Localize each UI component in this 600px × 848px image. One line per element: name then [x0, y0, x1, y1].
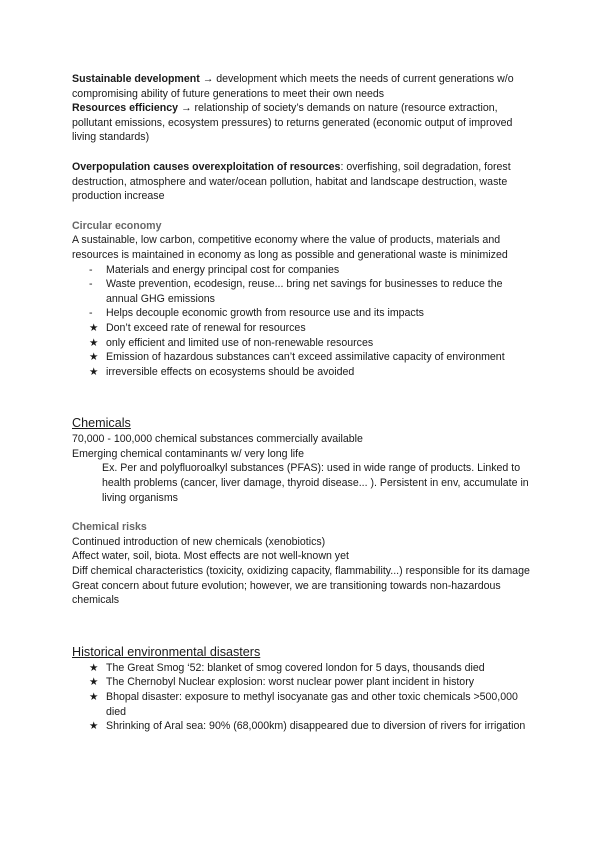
- list-item: ★ The Chernobyl Nuclear explosion: worst nuclear power plant incident in history: [89, 676, 475, 689]
- star-bullet-icon: ★: [89, 321, 99, 334]
- pfas-example: Ex. Per and polyfluoroalkyl substances (PFAS): used in wide range of products. Linked to health problems (cancer, liver damage, thyroid disease... ). Persistent in env, accumulate in living organisms: [102, 462, 529, 504]
- sustainable-development-definition: [72, 72, 532, 101]
- document-page: [72, 72, 532, 734]
- risk-line: Diff chemical characteristics (toxicity, oxidizing capacity, flammability...) responsible for its damage: [72, 565, 530, 578]
- circular-economy-heading: Circular economy: [72, 219, 162, 232]
- term-resources-efficiency: Resources efficiency: [72, 102, 178, 115]
- paragraph-text: : overfishing, soil degradation, forest destruction, atmosphere and water/ocean pollution, habitat and landscape destruction, waste production increase: [72, 160, 511, 203]
- star-bullet-icon: ★: [89, 351, 99, 364]
- star-bullet-icon: ★: [89, 365, 99, 378]
- term-overpopulation: Overpopulation causes overexploitation of resources: [72, 160, 341, 173]
- list-item: ★ only efficient and limited use of non-renewable resources: [89, 336, 374, 349]
- term-sustainable-development: Sustainable development: [72, 73, 200, 85]
- star-bullet-icon: ★: [89, 661, 99, 674]
- risk-line: Continued introduction of new chemicals (xenobiotics): [72, 535, 326, 548]
- dash-bullet: -: [89, 263, 93, 276]
- overpopulation-paragraph: [72, 160, 532, 204]
- list-item: ★ Emission of hazardous substances can’t exceed assimilative capacity of environment: [89, 351, 505, 364]
- risk-line: Great concern about future evolution; however, we are transitioning towards non-hazardous chemicals: [72, 579, 501, 607]
- list-item: ★ Bhopal disaster: exposure to methyl isocyanate gas and other toxic chemicals >500,000 died: [89, 691, 518, 718]
- circular-economy-description: A sustainable, low carbon, competitive economy where the value of products, materials and resources is maintained in economy as long as possible and generational waste is minimized: [72, 234, 508, 261]
- disasters-list: [72, 661, 532, 734]
- definition-text: → relationship of society’s demands on nature (resource extraction, pollutant emissions, ecosystem pressures) to returns generated (economic output of improved living standards): [72, 102, 513, 144]
- star-bullet-icon: ★: [89, 720, 99, 733]
- list-item: ★ irreversible effects on ecosystems should be avoided: [89, 365, 355, 378]
- disasters-heading: Historical environmental disasters: [72, 644, 261, 659]
- chemicals-line: 70,000 - 100,000 chemical substances commercially available: [72, 433, 363, 446]
- circular-economy-list: [72, 263, 532, 380]
- chemicals-heading: Chemicals: [72, 416, 131, 431]
- list-item: - Helps decouple economic growth from resource use and its impacts: [89, 307, 424, 320]
- list-item: ★ The Great Smog ‘52: blanket of smog covered london for 5 days, thousands died: [89, 661, 485, 674]
- dash-bullet: -: [89, 307, 93, 320]
- list-item: ★ Don’t exceed rate of renewal for resources: [89, 321, 306, 334]
- star-bullet-icon: ★: [89, 336, 99, 349]
- resources-efficiency-definition: [72, 101, 532, 145]
- star-bullet-icon: ★: [89, 691, 99, 703]
- risk-line: Affect water, soil, biota. Most effects are not well-known yet: [72, 550, 349, 563]
- definition-text: → development which meets the needs of current generations w/o compromising ability of future generations to meet their own needs: [72, 73, 514, 100]
- list-item: ★ Shrinking of Aral sea: 90% (68,000km) disappeared due to diversion of rivers for irrigation: [89, 720, 526, 733]
- chemicals-line: Emerging chemical contaminants w/ very long life: [72, 447, 304, 460]
- list-item: - Materials and energy principal cost for companies: [89, 263, 340, 276]
- chemical-risks-heading: Chemical risks: [72, 521, 147, 534]
- star-bullet-icon: ★: [89, 676, 99, 689]
- dash-bullet: -: [89, 278, 93, 291]
- list-item: - Waste prevention, ecodesign, reuse... bring net savings for businesses to reduce the annual GHG emissions: [89, 278, 503, 305]
